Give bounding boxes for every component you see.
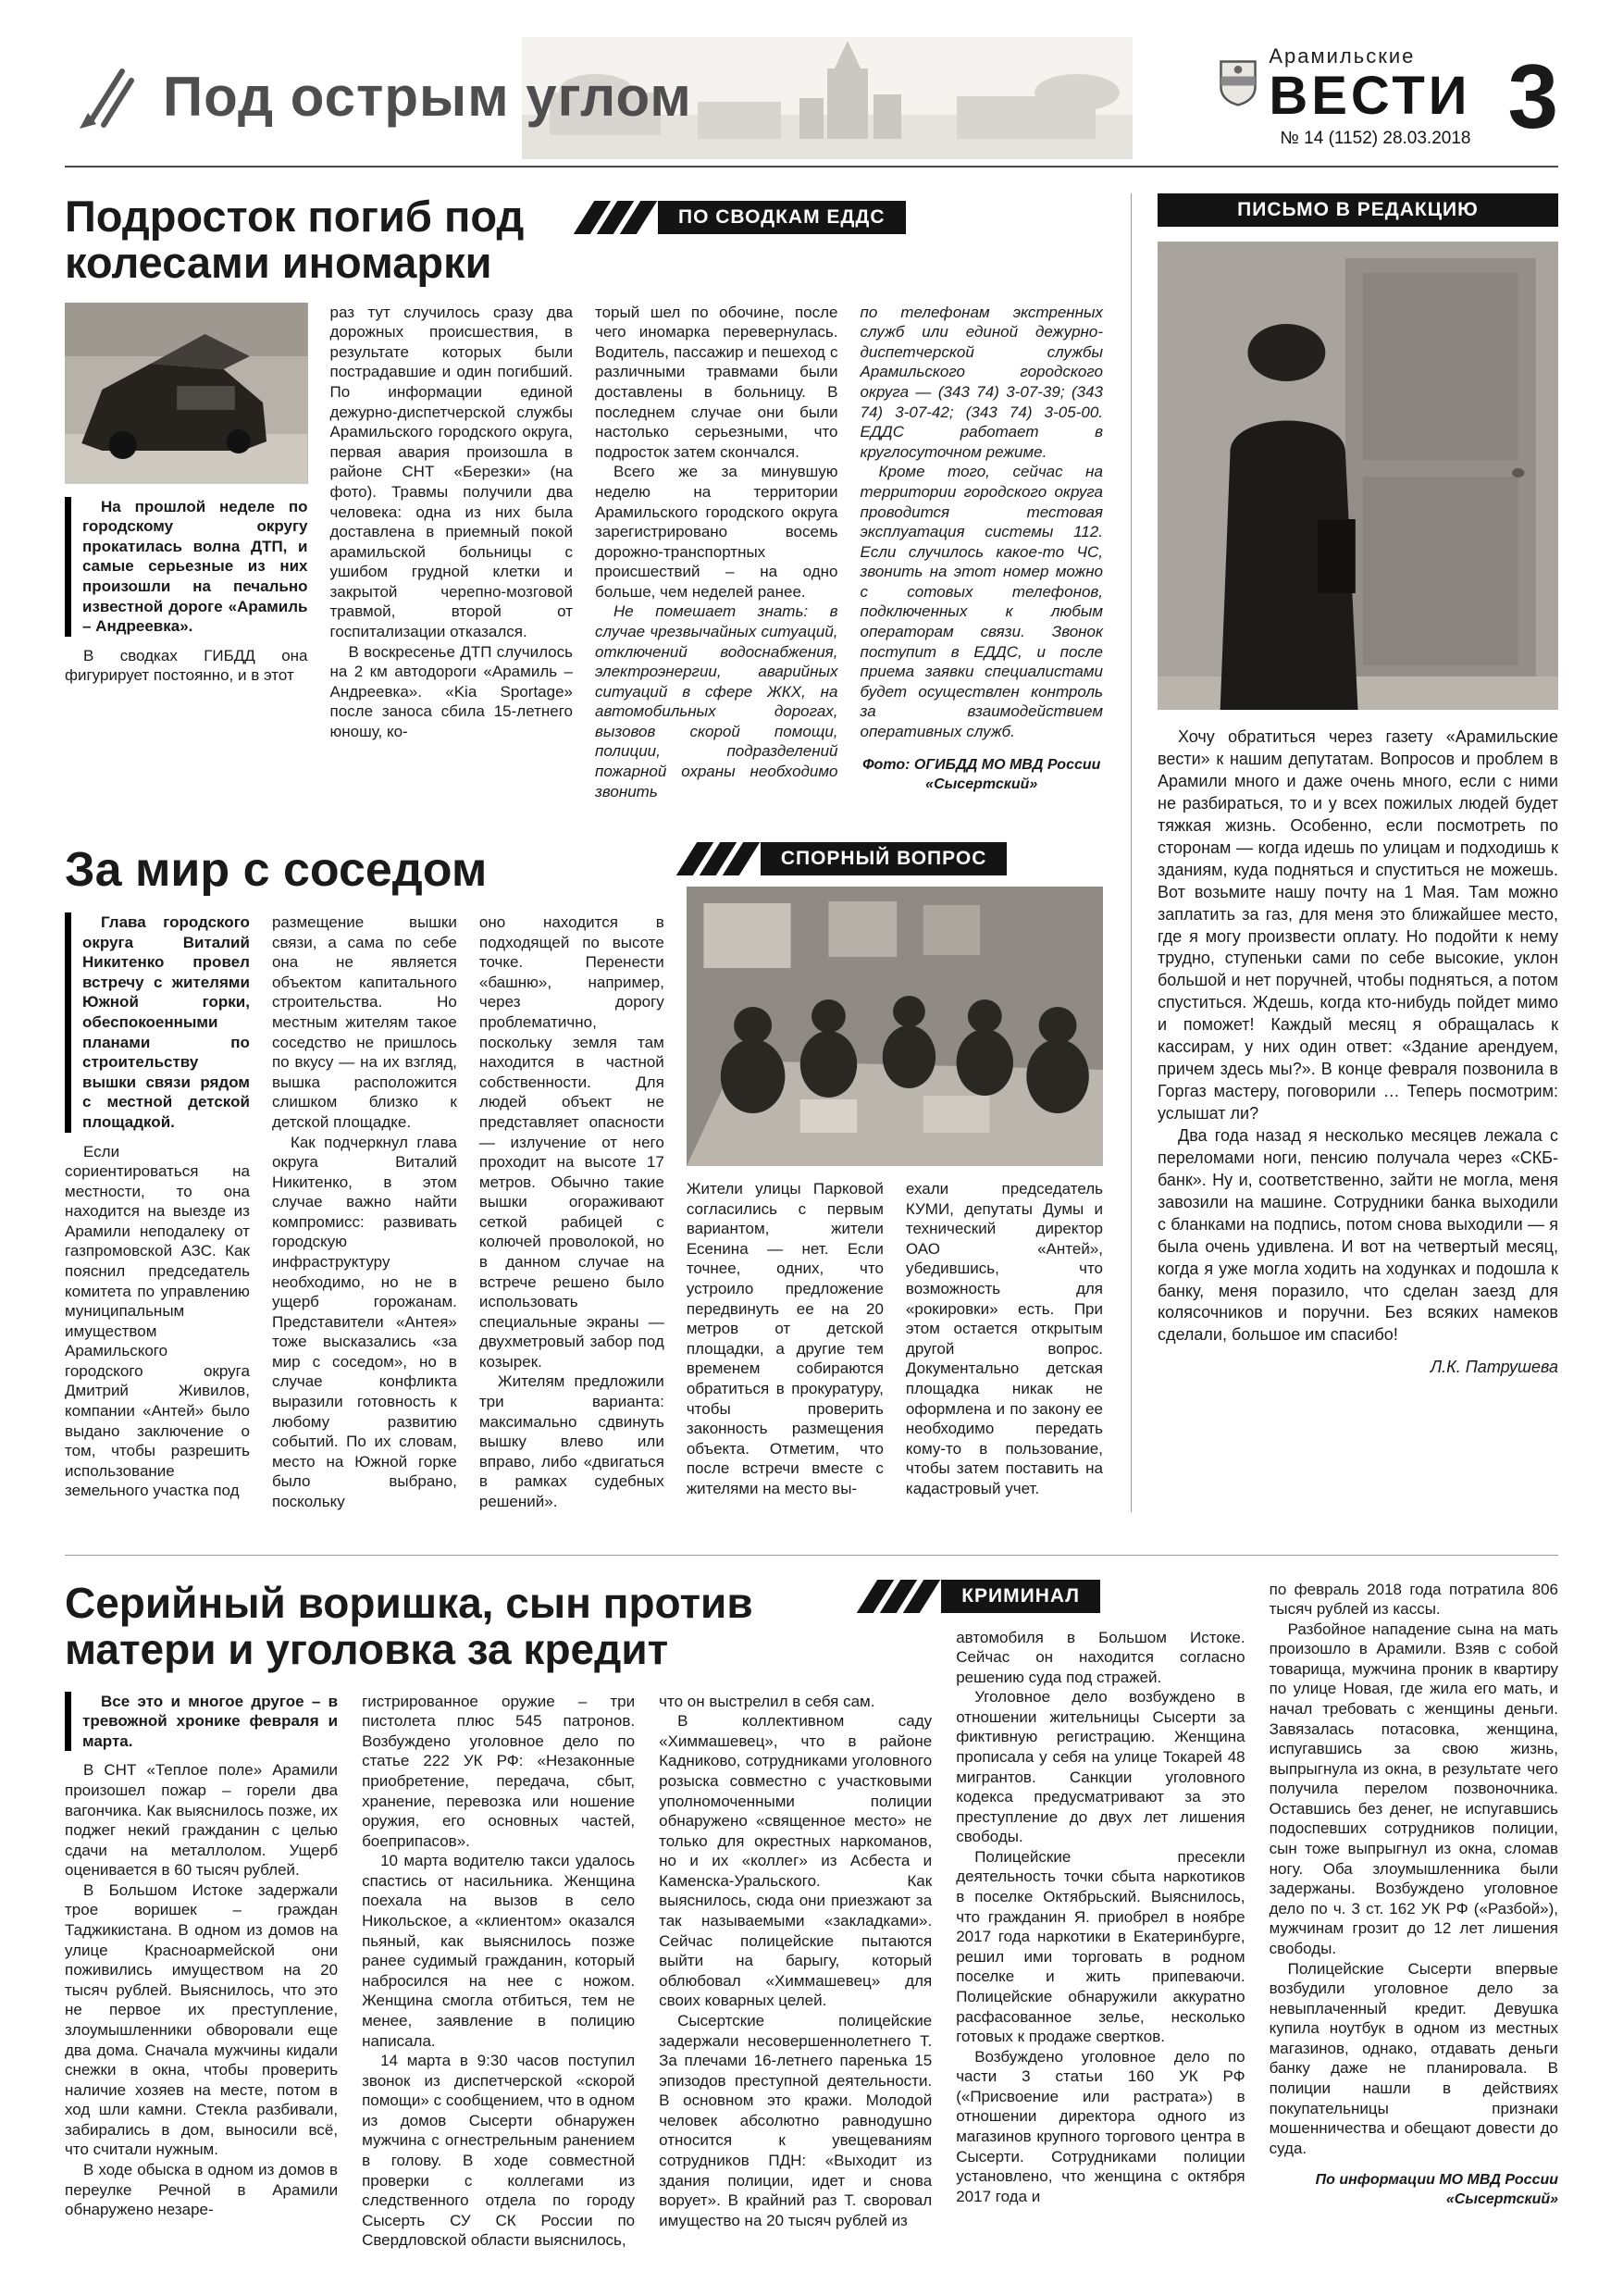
- article1-column-4: [861, 303, 1104, 801]
- page-section-title: Под острым углом: [163, 66, 692, 129]
- article-crime-chronicle: [65, 1555, 1558, 2251]
- article1-paragraph: В сводках ГИБДД она фигурирует постоянно, и в этот: [65, 646, 308, 685]
- article3-lead: Все это и многое другое – в тревожной хронике февраля и марта.: [65, 1692, 338, 1752]
- kicker-edds: [584, 201, 1103, 234]
- diagonal-stripes-icon: [687, 842, 750, 875]
- article3-main-block: [65, 1580, 932, 2251]
- letter-paragraph: Хочу обратиться через газету «Арамильские вести» к нашим депутатам. Вопросов и проблем в Арамили много и даже очень много, если с ними не разбираться, то и у всех пожилых людей будет тяжкая жизнь. Особенно, если посмотреть по сторонам — когда идешь по улицам и подходишь к зданиям, куда подняться и спуститься не можешь. Вот возьмите нашу почту на 1 Мая. Там можно заплатить за газ, для меня это ближайшее место, где я могу произвести оплату. Но подойти к нему трудно, ступеньки сами по себе высокие, уклон большой и нет поручней, чтобы подняться, а потом спуститься. Ждешь, когда кто-нибудь пойдет мимо и поможет! Каждый месяц я обращалась к кассирам, у них один ответ: «Здание арендуем, причем здесь мы?». В конце февраля позвонила в Горгаз мастеру, поговорили … Теперь посмотрим: услышат ли?: [1158, 727, 1558, 1123]
- article3-column-2: [362, 1692, 635, 2251]
- main-column-area: [65, 193, 1103, 1511]
- article3-headline: Серийный воришка, сын против матери и уголовка за кредит: [65, 1578, 753, 1674]
- article3-paragraph: В ходе обыска в одном из домов в переулке Речной в Арамили обнаружено незаре-: [65, 2161, 339, 2219]
- article3-paragraph: 10 марта водителю такси удалось спастись от насильника. Женщина поехала на вызов в село Никольское, а «клиентом» оказался пьяный, как выяснилось позже ранее судимый гражданин, который набросился на нее с ножом. Женщина смогла отбиться, тем не менее, заявление в полицию написала.: [362, 1852, 636, 2050]
- article3-paragraph: В СНТ «Теплое поле» Арамили произошел пожар – горели два вагончика. Как выяснилось позже, их поджег некий гражданин с целью сдачи на металлолом. Ущерб оценивается в 60 тысяч рублей.: [65, 1761, 339, 1880]
- article1-note-paragraph: Не помешает знать: в случае чрезвычайных ситуаций, отключений водоснабжения, электроэнергии, аварийных ситуаций в сфере ЖКХ, на автомобильных дорогах, вызовов скорой помощи, полиции, подразделений пожарной охраны необходимо звонить: [595, 602, 838, 800]
- top-section: [65, 193, 1558, 1511]
- meeting-photo: [687, 887, 1103, 1166]
- letter-paragraph: Два года назад я несколько месяцев лежала с переломами ноги, пенсию получала через «СКБ-банк». Ну и, соответственно, зайти не могла, меня завозили на машине. Сотрудники банка выходили с бланками на подпись, потом снова выходили — я была очень удивлена. И вот на четвертый месяц, когда я уже могла ходить на ходунках и подошла к банку, меня поразило, что сделан заезд для колясочников и поручни. Без всяких намеков сделали, большое им спасибо!: [1158, 1125, 1558, 1345]
- article1-column-3: [595, 303, 838, 801]
- article1-column-1: [65, 303, 308, 801]
- article2-column-4: [687, 1179, 884, 1498]
- article2-lead: Глава городского округа Виталий Никитенко провел встречу с жителями Южной горки, обеспокоенными планами по строительству вышки связи рядом с местной детской площадкой.: [65, 912, 250, 1132]
- article1-photo-credit: Фото: ОГИБДД МО МВД России «Сысертский»: [862, 757, 1101, 793]
- article2-left-block: [65, 842, 664, 1511]
- kicker-letter-label: ПИСЬМО В РЕДАКЦИЮ: [1158, 193, 1558, 227]
- article3-paragraph: Полицейские Сысерти впервые возбудили уголовное дело за невыплаченный кредит. Девушка купила ноутбук в одном из местных магазинов, однако, отдавать деньги банку даже не планировала. В полиции нашли в действиях покупательницы признаки мошенничества и обещают довести до суда.: [1269, 1959, 1559, 2157]
- article2-paragraph: оно находится в подходящей по высоте точке. Перенести «башню», например, через дорогу проблематично, поскольку земля там находится в частной собственности. Для людей объект не представляет опасности — излучение от него проходит на высоте 17 метров. Обычно такие вышки огораживают сеткой рабицей с колючей проволокой, но в данном случае на встрече решено было использовать специальные экраны — двухметровый забор под козырек.: [478, 913, 664, 1371]
- article2-headline: За мир с соседом: [65, 843, 488, 898]
- kicker-dispute-label: СПОРНЫЙ ВОПРОС: [761, 842, 1008, 875]
- letter-body: [1158, 726, 1558, 1347]
- page-number: 3: [1507, 45, 1558, 148]
- kicker-crime-label: КРИМИНАЛ: [941, 1580, 1100, 1613]
- kicker-dispute: [687, 842, 1103, 875]
- article2-column-2: [272, 912, 457, 1511]
- article2-paragraph: ехали председатель КУМИ, депутаты Думы и технический директор ОАО «Антей», убедившись, что возможность для «рокировки» есть. При этом остается открытым другой вопрос. Документально детская площадка никак не оформлена и по закону ее необходимо передать кому-то в пользование, чтобы затем поставить на кадастровый учет.: [905, 1180, 1103, 1497]
- article3-source-credit: По информации МО МВД России «Сысертский»: [1315, 2172, 1559, 2208]
- coat-of-arms-icon: [1219, 59, 1258, 107]
- article3-paragraph: Сысертские полицейские задержали несовершеннолетнего Т. За плечами 16-летнего паренька 15 эпизодов преступной деятельности. В основном это кражи. Молодой человек абсолютно равнодушно относится к увещеваниям сотрудников ПДН: «Выходит из здания полиции, идет и снова ворует». В крайний раз Т. своровал имущество на 20 тысяч рублей из: [659, 2011, 933, 2229]
- article1-column-2: [330, 303, 574, 801]
- issue-line: № 14 (1152) 28.03.2018: [1280, 129, 1471, 149]
- article1-headline: Подросток погиб под колесами иномарки: [65, 192, 525, 287]
- article3-paragraph: Возбуждено уголовное дело по части 3 статьи 160 УК РФ («Присвоение или растрата») в отношении директора одного из магазинов крупного торгового центра в Сысерти. Сотрудниками полиции установлено, что женщина с октября 2017 года и: [956, 2047, 1245, 2205]
- article1-paragraph: Всего же за минувшую неделю на территории Арамильского городского округа зарегистрировано восемь дорожно-транспортных происшествий – на одно больше, чем неделей ранее.: [595, 463, 838, 601]
- article1-paragraph: Кроме того, сейчас на территории городского округа проводится тестовая эксплуатация системы 112. Если случилось какое-то ЧС, звонить на этот номер можно с сотовых телефонов, подключенных к любым операторам связи. Звонок поступит в ЕДДС, и после приема заявки специалистами будет осуществлен контроль за взаимодействием оперативных служб.: [860, 463, 1103, 740]
- kicker-crime: [867, 1580, 1245, 1613]
- article2-paragraph: Жители улицы Парковой согласились с первым вариантом, жители Есенина — нет. Если точнее, одних, что устроило предложение передвинуть ее на 20 метров от детской площадки, а другие тем временем собираются обратиться в прокуратуру, чтобы проверить законность размещения объекта. Отметим, что после встречи вместе с жителями на место вы-: [686, 1180, 884, 1497]
- paper-name-big: ВЕСТИ: [1269, 66, 1471, 126]
- article2-paragraph: размещение вышки связи, а сама по себе она не является объектом капитального строительства. Но местным жителям такое соседство не пришлось по вкусу — на их взгляд, вышка расположится слишком близко к детской площадке.: [271, 913, 457, 1131]
- article-teen-accident: [65, 193, 1103, 801]
- article3-paragraph: автомобиля в Большом Истоке. Сейчас он находится согласно решению суда под стражей.: [956, 1628, 1245, 1686]
- article2-paragraph: Если сориентироваться на местности, то она находится на выезде из Арамили неподалеку от газпромовской АЗС. Как пояснил председатель комитета по управлению муниципальным имуществом Арамильского городского округа Дмитрий Живилов, компании «Антей» было выдано заключение о том, чтобы разрешить использование земельного участка под: [65, 1142, 250, 1500]
- article3-column-5: [1270, 1580, 1558, 2251]
- article2-right-block: [687, 842, 1103, 1511]
- article3-paragraph: Уголовное дело возбуждено в отношении жительницы Сысерти за фиктивную регистрацию. Женщина прописала у себя на улице Токарей 48 мигрантов. Санкции уголовного кодекса предусматривают за это преступление до двух лет лишения свободы.: [956, 1688, 1245, 1846]
- diagonal-stripes-icon: [584, 201, 647, 234]
- article1-paragraph: В воскресенье ДТП случилось на 2 км автодороги «Арамиль – Андреевка». «Kia Sportage» после заноса сбила 15-летнего юношу, ко-: [329, 642, 573, 740]
- letter-to-editor: [1131, 193, 1558, 1511]
- article3-column-1: [65, 1692, 338, 2251]
- article2-column-3: [479, 912, 664, 1511]
- kicker-letter: [1158, 193, 1558, 227]
- crash-photo: [65, 303, 308, 484]
- article1-lead: На прошлой неделе по городскому округу прокатилась волна ДТП, и самые серьезные из них произошли на печально известной дороге «Арамиль – Андреевка».: [65, 497, 308, 637]
- article2-column-5: [906, 1179, 1103, 1498]
- article3-paragraph: по февраль 2018 года потратила 806 тысяч рублей из кассы.: [1269, 1580, 1559, 1619]
- article2-column-1: [65, 912, 250, 1511]
- letter-signature: Л.К. Патрушева: [1430, 1358, 1558, 1377]
- newspaper-logo: [1219, 44, 1470, 149]
- diagonal-stripes-icon: [867, 1580, 930, 1613]
- kicker-edds-label: ПО СВОДКАМ ЕДДС: [658, 201, 906, 234]
- article1-paragraph: торый шел по обочине, после чего иномарка перевернулась. Водитель, пассажир и пешеход с различными травмами были доставлены в больницу. В последнем случае они были настолько серьезными, что подросток затем скончался.: [595, 303, 838, 461]
- article3-column-4: [956, 1580, 1245, 2251]
- paper-name-small: Арамильские: [1269, 44, 1416, 68]
- pen-icon: [65, 60, 139, 134]
- article-tower-dispute: [65, 842, 1103, 1511]
- letter-photo: [1158, 242, 1558, 710]
- article3-paragraph: 14 марта в 9:30 часов поступил звонок из диспетчерской «скорой помощи» с сообщением, что в одном из домов Сысерти обнаружен мужчина с огнестрельным ранением в голову. В ходе совместной проверки с коллегами из следственного отдела по городу Сысерть СУ СК России по Свердловской области выяснилось,: [362, 2052, 636, 2250]
- article1-paragraph: раз тут случилось сразу два дорожных происшествия, в результате которых были пострадавшие и один погибший. По информации единой дежурно-диспетчерской службы Арамильского городского округа, первая авария произошла в районе СНТ «Березки» (на фото). Травмы получили два человека: одна из них была доставлена в приемный покой арамильской больницы с ушибом грудной клетки и закрытой черепно-мозговой травмой, второй от госпитализации отказался.: [329, 303, 573, 640]
- masthead: [65, 44, 1558, 168]
- article3-paragraph: Полицейские пресекли деятельность точки сбыта наркотиков в поселке Октябрьский. Выяснилось, что гражданин Я. приобрел в ноябре 2017 года наркотики в Екатеринбурге, решил ими торговать в родном поселке и жить припеваючи. Полицейские обнаружили аккуратно расфасованное зелье, несколько готовых к продаже свертков.: [956, 1847, 1245, 2046]
- article3-paragraph: гистрированное оружие – три пистолета плюс 545 патронов. Возбуждено уголовное дело по статье 222 УК РФ: «Незаконные приобретение, передача, сбыт, хранение, перевозка или ношение оружия, его основных частей, боеприпасов».: [362, 1692, 636, 1850]
- article3-paragraph: Разбойное нападение сына на мать произошло в Арамили. Взяв с собой товарища, мужчина проник в квартиру по улице Новая, где жила его мать, и начал требовать с женщины деньги. Завязалась потасовка, женщина, испугавшись за свою жизнь, выпрыгнула из окна, в результате чего получила перелом позвоночника. Оставшись без денег, не испугавшись подоспевших сотрудников полиции, сын тоже выпрыгнул из окна, сломав ногу. Оба злоумышленника были задержаны. Возбуждено уголовное дело по ч. 3 ст. 162 УК РФ («Разбой»), мужчинам грозит до 12 лет лишения свободы.: [1269, 1620, 1559, 1957]
- article1-paragraph: по телефонам экстренных служб или единой дежурно-диспетчерской службы Арамильского городского округа — (343 74) 3-07-39; (343 74) 3-07-42; (343 74) 3-05-00. ЕДДС работает в круглосуточном режиме.: [860, 303, 1103, 461]
- article3-paragraph: В коллективном саду «Химмашевец», что в районе Кадниково, сотрудниками уголовного розыска совместно с участковыми уполномоченными полиции обнаружено «священное место» не только для окрестных наркоманов, но и их «коллег» из Асбеста и Каменска-Уральского. Как выяснилось, сюда они приезжают за так называемыми «закладками». Сейчас полицейские пытаются выйти на барыгу, который облюбовал «Химмашевец» для своих коварных целей.: [659, 1712, 933, 2010]
- article3-paragraph: что он выстрелил в себя сам.: [659, 1692, 875, 1710]
- article2-paragraph: Как подчеркнул глава округа Виталий Никитенко, в этом случае важно найти компромисс: развивать городскую инфраструктуру необходимо, но не в ущерб горожанам. Представители «Антея» тоже высказались «за мир с соседом», но в случае конфликта выразили готовность к любому развитию событий. По их словам, место на Южной горке было выбрано, поскольку: [271, 1133, 457, 1510]
- article3-column-3: [659, 1692, 932, 2251]
- article2-paragraph: Жителям предложили три варианта: максимально сдвинуть вышку влево или вправо, либо «двигаться в рамках судебных решений».: [478, 1372, 664, 1510]
- article3-paragraph: В Большом Истоке задержали трое воришек – граждан Таджикистана. В одном из домов на улице Красноармейской они поживились имуществом на 20 тысяч рублей. Выяснилось, что это не первое их преступление, злоумышленники обворовали еще два дома. Сначала мужчины кидали снежки в окна, чтобы проверить наличие хозяев на месте, потом в ход шли камни. Стекла разбивали, забирались в дом, выносили всё, что считали нужным.: [65, 1880, 339, 2159]
